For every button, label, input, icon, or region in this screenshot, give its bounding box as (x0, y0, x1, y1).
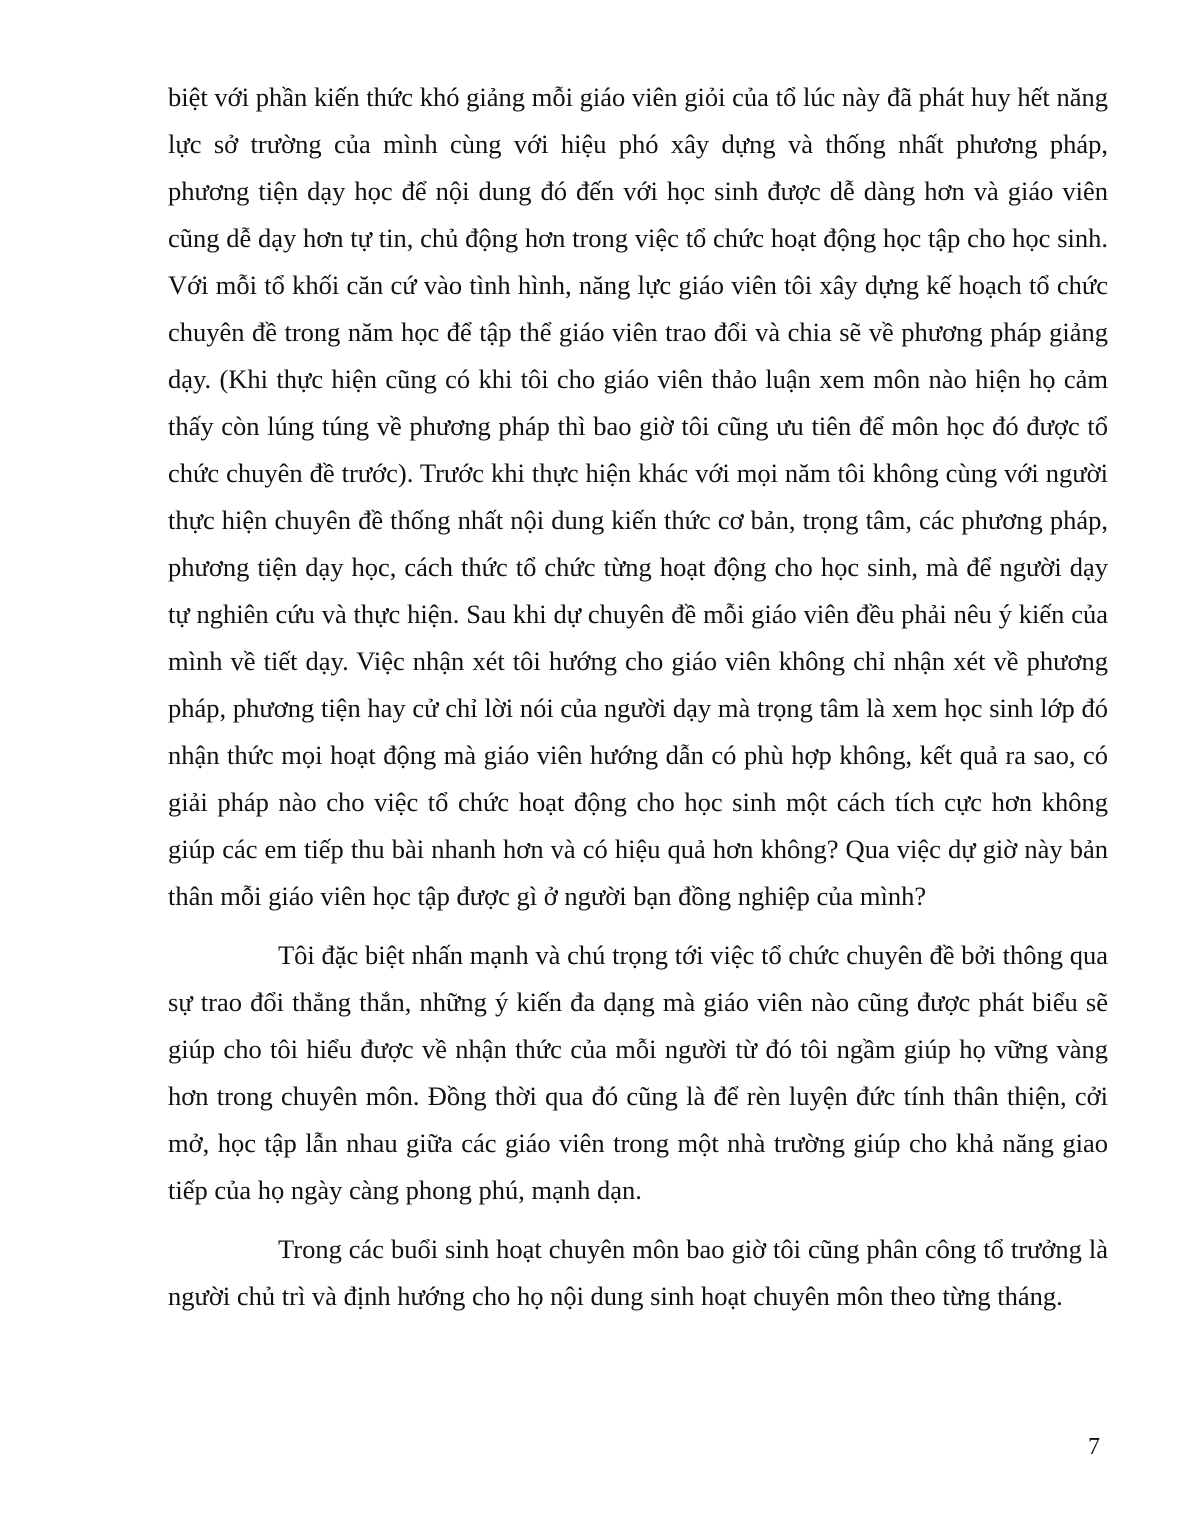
document-body (168, 74, 1108, 1320)
paragraph-1: biệt với phần kiến thức khó giảng mỗi giáo viên giỏi của tổ lúc này đã phát huy hết năng lực sở trường của mình cùng với hiệu phó xây dựng và thống nhất phương pháp, phương tiện dạy học để nội dung đó đến với học sinh được dễ dàng hơn và giáo viên cũng dễ dạy hơn tự tin, chủ động hơn trong việc tổ chức hoạt động học tập cho học sinh. Với mỗi tổ khối căn cứ vào tình hình, năng lực giáo viên tôi xây dựng kế hoạch tổ chức chuyên đề trong năm học để tập thể giáo viên trao đổi và chia sẽ về phương pháp giảng dạy. (Khi thực hiện cũng có khi tôi cho giáo viên thảo luận xem môn nào hiện họ cảm thấy còn lúng túng về phương pháp thì bao giờ tôi cũng ưu tiên để môn học đó được tổ chức chuyên đề trước). Trước khi thực hiện khác với mọi năm tôi không cùng với người thực hiện chuyên đề thống nhất nội dung kiến thức cơ bản, trọng tâm, các phương pháp, phương tiện dạy học, cách thức tổ chức từng hoạt động cho học sinh, mà để người dạy tự nghiên cứu và thực hiện. Sau khi dự chuyên đề mỗi giáo viên đều phải nêu ý kiến của mình về tiết dạy. Việc nhận xét tôi hướng cho giáo viên không chỉ nhận xét về phương pháp, phương tiện hay cử chỉ lời nói của người dạy mà trọng tâm là xem học sinh lớp đó nhận thức mọi hoạt động mà giáo viên hướng dẫn có phù hợp không, kết quả ra sao, có giải pháp nào cho việc tổ chức hoạt động cho học sinh một cách tích cực hơn không giúp các em tiếp thu bài nhanh hơn và có hiệu quả hơn không? Qua việc dự giờ này bản thân mỗi giáo viên học tập được gì ở người bạn đồng nghiệp của mình? (168, 82, 1108, 911)
page-number: 7 (1088, 1434, 1100, 1460)
paragraph-3: Trong các buổi sinh hoạt chuyên môn bao giờ tôi cũng phân công tổ trưởng là người chủ trì và định hướng cho họ nội dung sinh hoạt chuyên môn theo từng tháng. (168, 1234, 1108, 1311)
paragraph-2: Tôi đặc biệt nhấn mạnh và chú trọng tới việc tổ chức chuyên đề bởi thông qua sự trao đổi thẳng thắn, những ý kiến đa dạng mà giáo viên nào cũng được phát biểu sẽ giúp cho tôi hiểu được về nhận thức của mỗi người từ đó tôi ngầm giúp họ vững vàng hơn trong chuyên môn. Đồng thời qua đó cũng là để rèn luyện đức tính thân thiện, cởi mở, học tập lẫn nhau giữa các giáo viên trong một nhà trường giúp cho khả năng giao tiếp của họ ngày càng phong phú, mạnh dạn. (168, 940, 1108, 1205)
